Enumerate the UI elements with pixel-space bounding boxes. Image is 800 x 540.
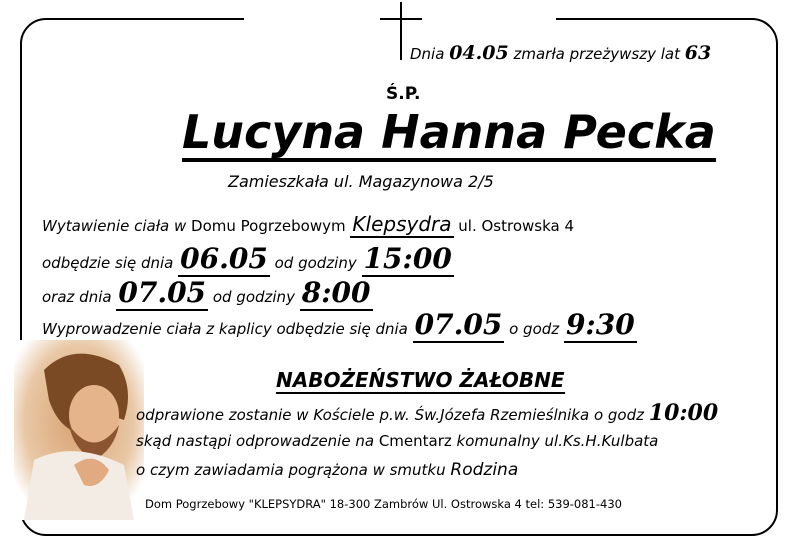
cemetery: Cmentarz [378,432,452,450]
died-text: zmarła przeżywszy lat [513,45,680,63]
departure-time-label: o godz [509,320,560,338]
death-line [410,42,711,64]
viewing-date2: 07.05 [118,276,207,309]
service-line2-prefix: skąd nastąpi odprowadzenie na [136,432,375,450]
funeral-home: Klepsydra [352,212,452,236]
viewing-time-label2: od godziny [212,288,295,306]
viewing-line2-prefix: odbędzie się dnia [42,254,174,272]
service-time: 10:00 [648,400,719,426]
viewing-line3-prefix: oraz dnia [42,288,112,306]
funeral-home-address: ul. Ostrowska 4 [458,217,575,235]
departure-line [42,308,637,341]
viewing-time2: 8:00 [301,276,371,309]
viewing-time-label1: od godziny [274,254,357,272]
viewing-place: Domu Pogrzebowym [191,217,346,235]
footer-contact: Dom Pogrzebowy "KLEPSYDRA" 18-300 Zambrów Ul. Ostrowska 4 tel: 539-081-430 [145,497,622,511]
age: 63 [684,42,712,64]
residence: Zamieszkała ul. Magazynowa 2/5 [228,172,494,191]
departure-time: 9:30 [565,308,635,341]
viewing-prefix: Wytawienie ciała w [42,217,187,235]
cemetery-address: komunalny ul.Ks.H.Kulbata [456,432,659,450]
praying-jesus-icon [14,340,144,520]
date-prefix: Dnia [410,45,445,63]
service-line2 [136,432,658,450]
honorific: Ś.P. [386,84,421,104]
deceased-name: Lucyna Hanna Pecka [182,106,716,162]
viewing-line3 [42,276,373,309]
family-line-prefix: o czym zawiadamia pogrążona w smutku [136,461,446,479]
cross-bar [380,18,422,20]
service-heading: NABOŻEŃSTWO ŻAŁOBNE [276,368,565,392]
viewing-line2 [42,242,454,275]
departure-date: 07.05 [414,308,503,341]
departure-text: Wyprowadzenie ciała z kaplicy odbędzie się dnia [42,320,408,338]
viewing-line1 [42,212,574,236]
service-line1 [136,400,718,426]
service-church: odprawione zostanie w Kościele p.w. Św.Józefa Rzemieślnika o godz [136,406,644,424]
service-line3 [136,460,518,480]
death-date: 04.05 [449,42,509,64]
family: Rodzina [450,460,519,480]
viewing-time1: 15:00 [363,242,452,275]
cross-icon [400,2,402,60]
viewing-date1: 06.05 [180,242,268,275]
